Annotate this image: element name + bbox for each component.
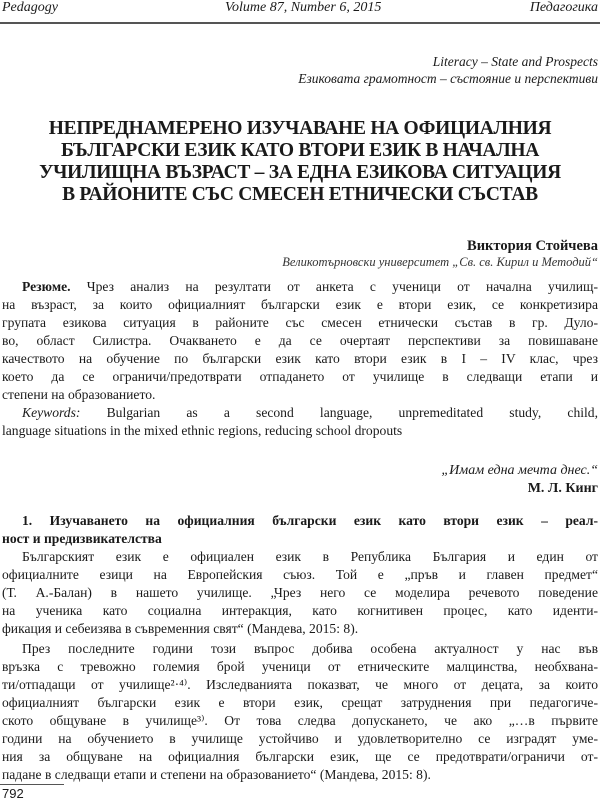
- paragraph-text: През последните години този въпрос добива особена актуалност у нас във: [22, 641, 598, 656]
- abstract-line: [22, 278, 598, 296]
- paragraph-text: падане в следващи етапи и степени на образованието“ (Мандева, 2015: 8).: [2, 767, 431, 782]
- paragraph-text: на ученика като социална интеракция, като когнитивен процес, като иденти-: [2, 603, 598, 618]
- abstract-text: което да се ограничи/предотврати отпадането от училище в следващи етапи и: [2, 369, 598, 384]
- paragraph-text: ти/отпадащи от училище²·⁴⁾. Изследванията показват, че много от децата, за които: [2, 677, 598, 692]
- abstract-text: степени на образованието.: [2, 387, 156, 402]
- section-heading-line: [2, 530, 598, 548]
- page-number: 792: [2, 786, 24, 801]
- author-affiliation: Великотърновски университет „Св. св. Кирил и Методий“: [282, 255, 598, 269]
- paragraph-line: [2, 602, 598, 620]
- paragraph-line: [2, 694, 598, 712]
- header-rule: [0, 22, 600, 24]
- paragraph-text: години на обучението в училище устойчиво и удовлетворително се изградят уме-: [2, 731, 598, 746]
- section-heading-line: [22, 512, 598, 530]
- keywords-text: Bulgarian as a second language, unpremeditated study, child,: [106, 405, 598, 420]
- paragraph-line: [2, 658, 598, 676]
- section-label-bg: Езиковата грамотност – състояние и перспективи: [298, 71, 598, 86]
- epigraph-author: М. Л. Кинг: [527, 481, 598, 496]
- abstract-text: групата езикова ситуация в районите със смесен етнически състав в гр. Дуло-: [2, 315, 598, 330]
- paragraph-text: (Т. А.-Балан) в нашето училище. „Чрез него се моделира речевото поведение: [2, 585, 598, 600]
- paragraph-text: връзка с тревожно големия брой ученици от етническите малцинства, необхвана-: [2, 659, 598, 674]
- article-title-line: БЪЛГАРСКИ ЕЗИК КАТО ВТОРИ ЕЗИК В НАЧАЛНА: [60, 140, 540, 161]
- keywords-label: Keywords:: [22, 405, 81, 420]
- paragraph-text: ния за общуване на официалния български език, ще се предотврати/ограничи от-: [2, 749, 598, 764]
- paragraph-text: фикация и себеизява в съвременния свят“ (Мандева, 2015: 8).: [2, 621, 359, 636]
- author-name: Виктория Стойчева: [467, 238, 598, 254]
- abstract-line: [2, 368, 598, 386]
- abstract-text: во, област Силистра. Очакването е да се очертаят перспективи за повишаване: [2, 333, 598, 348]
- running-header-right: Педагогика: [529, 0, 598, 15]
- section-label-en: Literacy – State and Prospects: [432, 54, 598, 69]
- running-header-left: Pedagogy: [2, 0, 58, 15]
- paragraph-line: [2, 620, 598, 638]
- abstract-text: Чрез анализ на резултати от анкета с ученици от начална училищ-: [86, 279, 598, 294]
- paragraph-line: [2, 584, 598, 602]
- paragraph-line: [22, 640, 598, 658]
- abstract-line: [2, 314, 598, 332]
- footer-rule: [0, 784, 64, 785]
- paragraph-line: [2, 730, 598, 748]
- paragraph-text: Българският език е официален език в Република България и един от: [22, 549, 598, 564]
- paragraph-text: официалният български език е втори език, срещат затруднения при педагогиче-: [2, 695, 598, 710]
- section-heading-text: 1. Изучаването на официалния български език като втори език – реал-: [22, 513, 598, 528]
- abstract-line: [2, 296, 598, 314]
- abstract-line: [2, 332, 598, 350]
- keywords-line: [2, 422, 598, 440]
- article-title-line: УЧИЛИЩНА ВЪЗРАСТ – ЗА ЕДНА ЕЗИКОВА СИТУАЦИЯ: [39, 162, 561, 183]
- paragraph-line: [2, 676, 598, 694]
- abstract-text: качеството на обучение по български език като втори език в I – IV клас, чрез: [2, 351, 598, 366]
- keywords-text: language situations in the mixed ethnic regions, reducing school dropouts: [2, 423, 403, 438]
- paragraph-line: [2, 712, 598, 730]
- epigraph-quote: „Имам една мечта днес.“: [441, 463, 598, 478]
- abstract-text: на възраст, за които официалният български език е втори език, се конкретизира: [2, 297, 598, 312]
- paragraph-text: официалните езици на Европейския съюз. Той е „пръв и главен предмет“: [2, 567, 598, 582]
- article-title-line: В РАЙОНИТЕ СЪС СМЕСЕН ЕТНИЧЕСКИ СЪСТАВ: [62, 184, 538, 205]
- article-title-line: НЕПРЕДНАМЕРЕНО ИЗУЧАВАНЕ НА ОФИЦИАЛНИЯ: [48, 118, 552, 139]
- section-heading-text: ност и предизвикателства: [2, 531, 162, 546]
- running-header-center: Volume 87, Number 6, 2015: [225, 0, 382, 15]
- keywords-line: [22, 404, 598, 422]
- abstract-line: [2, 350, 598, 368]
- abstract-label: Резюме.: [22, 279, 71, 294]
- paragraph-text: ското общуване в училище³⁾. От това следва допускането, че ако „…в първите: [2, 713, 598, 728]
- abstract-line: [2, 386, 598, 404]
- paragraph-line: [2, 566, 598, 584]
- paragraph-line: [2, 748, 598, 766]
- paragraph-line: [22, 548, 598, 566]
- paragraph-line: [2, 766, 598, 784]
